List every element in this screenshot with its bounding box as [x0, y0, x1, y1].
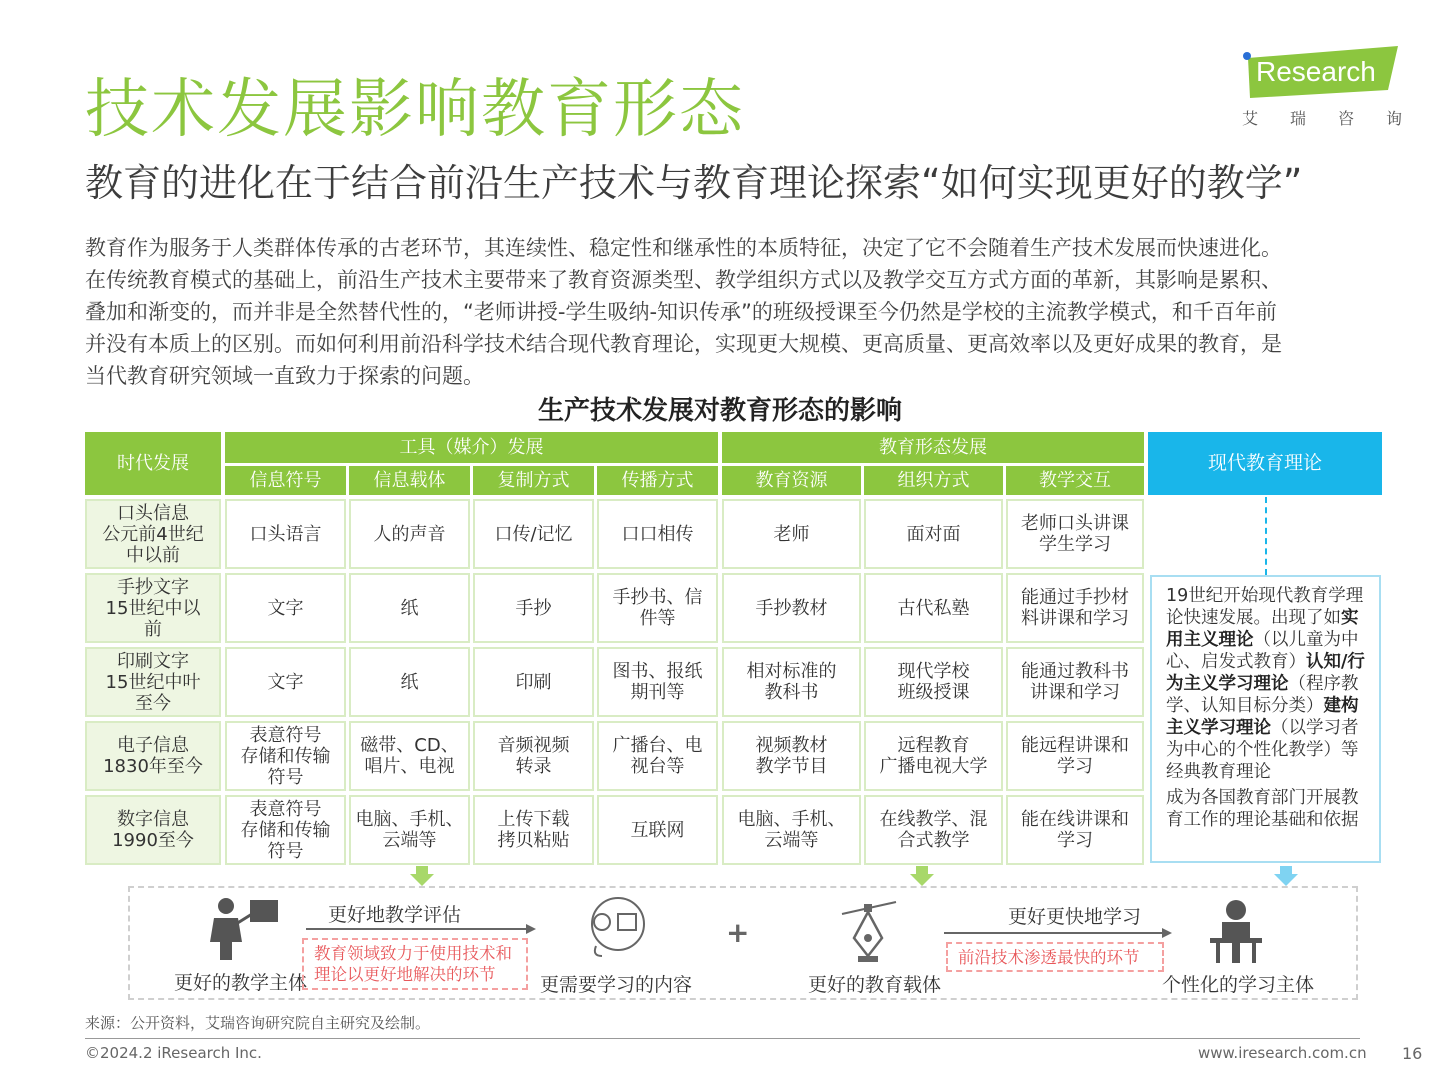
subheader-spread-method: 传播方式	[597, 463, 718, 495]
era-cell	[85, 499, 221, 569]
cell-line: 符号	[267, 840, 304, 862]
cell-line: 现代学校	[897, 661, 970, 682]
cell-line: 口口相传	[621, 523, 694, 545]
era-line: 中以前	[126, 544, 180, 566]
era-line: 手抄文字	[117, 576, 189, 598]
intro-line: 教育作为服务于人类群体传承的古老环节，其连续性、稳定性和继承性的本质特征，决定了它不会随着生产技术发展而快速进化。	[85, 236, 1282, 260]
table-title: 生产技术发展对教育形态的影响	[537, 396, 902, 426]
table-cell	[349, 795, 470, 865]
table-cell	[864, 499, 1003, 569]
table-cell	[722, 795, 861, 865]
cell-line: 手抄教材	[755, 597, 828, 619]
red-note-line: 前沿技术渗透最快的环节	[958, 948, 1140, 967]
table-cell	[349, 647, 470, 717]
cell-line: 料讲课和学习	[1021, 608, 1129, 629]
cell-line: 口传/记忆	[494, 523, 573, 545]
plus-sign: +	[726, 916, 750, 949]
cell-line: 广播台、电	[612, 735, 703, 756]
cell-line: 手抄	[515, 597, 552, 619]
era-cell	[85, 647, 221, 717]
cell-line: 远程教育	[897, 735, 970, 756]
table-cell	[597, 647, 718, 717]
label-better-carrier: 更好的教育载体	[808, 974, 942, 996]
cell-line: 转录	[515, 756, 552, 777]
cell-line: 视频教材	[755, 735, 828, 756]
cell-line: 相对标准的	[746, 661, 837, 682]
cell-line: 互联网	[630, 819, 685, 841]
cell-line: 文字	[267, 597, 304, 619]
cell-line: 口头语言	[249, 523, 322, 545]
intro-paragraph	[85, 232, 1375, 392]
logo-brand-text: Research	[1256, 56, 1376, 87]
cell-line: 合式教学	[897, 830, 970, 851]
copyright: ©2024.2 iResearch Inc.	[85, 1044, 262, 1062]
theory-outro: 成为各国教育部门开展教育工作的理论基础和依据	[1166, 788, 1359, 830]
logo-cn-text	[1242, 106, 1402, 129]
cell-line: 云端等	[764, 830, 819, 851]
era-cell	[85, 721, 221, 791]
theory-cognitive-note: （程序教学、认知目标分类）	[1166, 674, 1359, 716]
table-cell	[1006, 499, 1144, 569]
theory-intro: 19世纪开始现代教育学理论快速发展。出现了如	[1166, 586, 1364, 628]
table-cell	[597, 795, 718, 865]
red-note-2	[946, 942, 1164, 972]
cell-line: 电脑、手机、	[355, 809, 464, 830]
era-line: 15世纪中以	[105, 597, 201, 619]
cell-line: 纸	[400, 671, 419, 693]
cell-line: 表意符号	[249, 724, 322, 746]
era-line: 口头信息	[117, 502, 189, 524]
teacher-icon	[208, 896, 280, 962]
arrow-line	[306, 928, 530, 930]
table-cell	[722, 721, 861, 791]
cell-line: 上传下载	[497, 809, 570, 830]
cell-line: 在线教学、混	[879, 809, 988, 830]
cell-line: 纸	[400, 597, 419, 619]
down-arrow-icon	[1274, 866, 1298, 886]
arrow-head-icon	[1162, 928, 1172, 938]
cell-line: 老师	[773, 523, 810, 545]
cell-line: 能通过手抄材	[1021, 587, 1129, 608]
era-line: 至今	[135, 692, 171, 714]
page-title: 技术发展影响教育形态	[85, 73, 745, 147]
cell-line: 图书、报纸	[612, 661, 703, 682]
label-personalized-subject: 个性化的学习主体	[1162, 974, 1315, 996]
subheader-info-symbol: 信息符号	[225, 463, 346, 495]
cell-line: 磁带、CD、	[360, 735, 459, 756]
cell-line: 件等	[639, 608, 676, 629]
form-header: 教育形态发展	[722, 432, 1144, 463]
cell-line: 能通过教科书	[1021, 661, 1129, 682]
cell-line: 人的声音	[373, 523, 446, 545]
theory-constructivism: 建构主义学习理论	[1166, 696, 1359, 738]
table-cell	[349, 499, 470, 569]
table-cell	[864, 573, 1003, 643]
arrow-line	[944, 932, 1166, 934]
table-cell	[597, 499, 718, 569]
table-cell	[473, 499, 594, 569]
website-url: www.iresearch.com.cn	[1198, 1044, 1367, 1062]
table-cell	[722, 573, 861, 643]
theory-pragmatism-note: （以儿童为中心、启发式教育）	[1166, 630, 1359, 672]
subheader-info-carrier: 信息载体	[349, 463, 470, 495]
table-cell	[473, 721, 594, 791]
cell-line: 教科书	[764, 682, 819, 703]
table-cell	[349, 721, 470, 791]
theory-description	[1150, 575, 1381, 863]
table-cell	[1006, 795, 1144, 865]
down-arrow-icon	[410, 866, 434, 886]
table-cell	[722, 499, 861, 569]
table-cell	[473, 573, 594, 643]
cell-line: 电脑、手机、	[737, 809, 846, 830]
table-cell	[225, 573, 346, 643]
era-line: 电子信息	[117, 735, 189, 756]
cell-line: 学习	[1057, 756, 1093, 777]
theory-connector-line	[1265, 497, 1267, 575]
era-line: 数字信息	[117, 809, 189, 830]
table-cell	[864, 721, 1003, 791]
cell-line: 面对面	[906, 523, 961, 545]
cell-line: 老师口头讲课	[1021, 513, 1129, 534]
cell-line: 视台等	[630, 756, 685, 777]
table-cell	[225, 499, 346, 569]
cell-line: 能远程讲课和	[1021, 735, 1129, 756]
era-line: 前	[144, 618, 162, 640]
bottom-summary	[128, 886, 1358, 1000]
intro-line: 并没有本质上的区别。而如何利用前沿科学技术结合现代教育理论，实现更大规模、更高质量、更高效率以及更好成果的教育，是	[85, 332, 1282, 356]
era-cell	[85, 573, 221, 643]
table-cell	[597, 721, 718, 791]
cell-line: 教学节目	[755, 756, 828, 777]
logo-cn-char: 咨	[1337, 109, 1354, 128]
table-cell	[473, 795, 594, 865]
era-line: 1830年至今	[103, 756, 203, 777]
cell-line: 文字	[267, 671, 304, 693]
era-line: 公元前4世纪	[102, 523, 204, 545]
subheader-edu-resource: 教育资源	[722, 463, 861, 495]
cell-line: 拷贝粘贴	[497, 830, 570, 851]
table-cell	[349, 573, 470, 643]
theory-header: 现代教育理论	[1148, 432, 1382, 495]
arrow-head-icon	[526, 924, 536, 934]
table-cell	[225, 721, 346, 791]
cell-line: 能在线讲课和	[1021, 809, 1129, 830]
tool-header: 工具（媒介）发展	[225, 432, 718, 463]
subheader-organization: 组织方式	[864, 463, 1003, 495]
theory-cognitive: 认知/行为主义学习理论	[1166, 652, 1365, 694]
iresearch-logo	[1238, 46, 1402, 128]
red-note-line: 理论以更好地解决的环节	[314, 965, 496, 984]
intro-line: 在传统教育模式的基础上，前沿生产技术主要带来了教育资源类型、教学组织方式以及教学交互方式方面的革新，其影响是累积、	[85, 268, 1282, 292]
cell-line: 广播电视大学	[879, 756, 988, 777]
theory-pragmatism: 实用主义理论	[1166, 608, 1359, 650]
pen-tool-icon	[838, 898, 900, 964]
subheader-copy-method: 复制方式	[473, 463, 594, 495]
cell-line: 表意符号	[249, 798, 322, 820]
cell-line: 存储和传输	[240, 745, 331, 767]
table-cell	[722, 647, 861, 717]
cell-line: 讲课和学习	[1030, 682, 1120, 703]
era-line: 15世纪中叶	[105, 671, 201, 693]
cell-line: 期刊等	[630, 682, 685, 703]
table-cell	[1006, 573, 1144, 643]
logo-cn-char: 艾	[1242, 109, 1259, 128]
table-cell	[225, 795, 346, 865]
cell-line: 唱片、电视	[364, 756, 455, 777]
subheader-interaction: 教学交互	[1006, 463, 1144, 495]
intro-line: 当代教育研究领域一直致力于探索的问题。	[85, 364, 484, 388]
student-icon	[1208, 898, 1264, 964]
learning-content-icon	[582, 896, 652, 960]
table-cell	[864, 795, 1003, 865]
footer-divider	[85, 1038, 1360, 1039]
era-line: 1990至今	[112, 830, 194, 851]
label-better-content: 更需要学习的内容	[540, 974, 693, 996]
table-cell	[1006, 721, 1144, 791]
down-arrow-icon	[910, 866, 934, 886]
logo-cn-char: 询	[1385, 109, 1402, 128]
cell-line: 学习	[1057, 830, 1093, 851]
page-subtitle: 教育的进化在于结合前沿生产技术与教育理论探索“如何实现更好的教学”	[85, 161, 1303, 205]
cell-line: 学生学习	[1039, 534, 1111, 555]
table-cell	[225, 647, 346, 717]
cell-line: 印刷	[515, 671, 552, 693]
era-header: 时代发展	[85, 432, 221, 495]
red-note-1	[302, 938, 528, 990]
cell-line: 音频视频	[497, 735, 570, 756]
theory-constructivism-note: （以学习者为中心的个性化教学）等经典教育理论	[1166, 718, 1359, 782]
red-note-line: 教育领域致力于使用技术和	[314, 944, 512, 963]
table-cell	[473, 647, 594, 717]
cell-line: 班级授课	[897, 682, 970, 703]
era-line: 印刷文字	[117, 650, 189, 672]
intro-line: 叠加和渐变的，而并非是全然替代性的，“老师讲授-学生吸纳-知识传承”的班级授课至今仍然是学校的主流教学模式，和千百年前	[85, 300, 1277, 324]
era-cell	[85, 795, 221, 865]
cell-line: 云端等	[382, 830, 437, 851]
cell-line: 古代私塾	[897, 597, 970, 619]
source-note: 来源：公开资料，艾瑞咨询研究院自主研究及绘制。	[85, 1014, 431, 1032]
table-cell	[1006, 647, 1144, 717]
cell-line: 符号	[267, 766, 304, 788]
table-cell	[597, 573, 718, 643]
label-better-faster-learning: 更好更快地学习	[1008, 906, 1142, 928]
label-better-assessment: 更好地教学评估	[328, 904, 462, 926]
page-number: 16	[1402, 1044, 1423, 1063]
cell-line: 手抄书、信	[612, 587, 703, 608]
logo-dot-icon	[1243, 52, 1251, 60]
logo-cn-char: 瑞	[1289, 109, 1306, 128]
table-cell	[864, 647, 1003, 717]
cell-line: 存储和传输	[240, 819, 331, 841]
label-better-teaching-subject: 更好的教学主体	[174, 972, 308, 994]
